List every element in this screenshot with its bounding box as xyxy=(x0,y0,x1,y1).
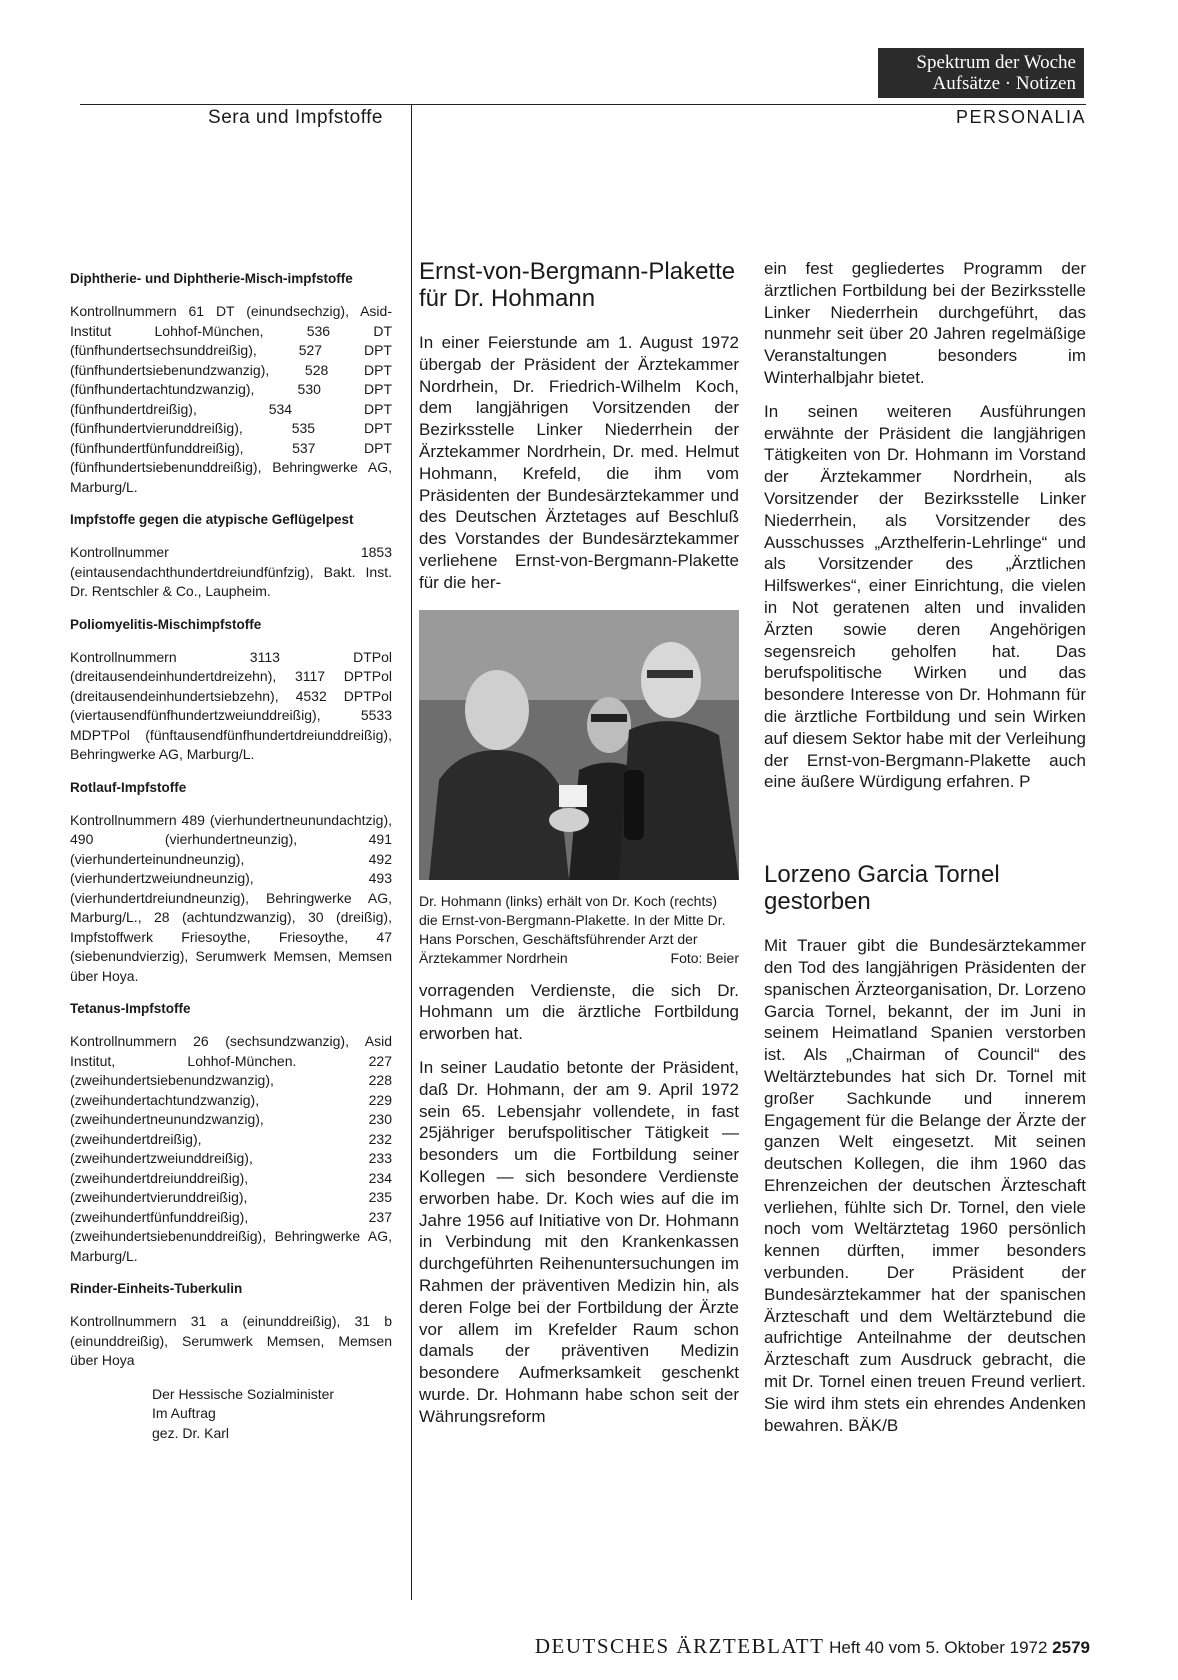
heading-rotlauf: Rotlauf-Impfstoffe xyxy=(70,779,187,795)
paragraph-rotlauf: Kontrollnummern 489 (vierhundertneunundachtzig), 490 (vierhundertneunzig), 491 (vierhunderteinundneunzig), 492 (vierhundertzweiundneunzig), 493 (vierhundertdreiundneunzig), Behringwerke AG, Marburg/L., 28 (achtundzwanzig), 30 (dreißig), Impfstoffwerk Friesoythe, Friesoythe, 47 (siebenundvierzig), Serumwerk Memsen, Memsen über Hoya. xyxy=(70,811,392,984)
page-number: 2579 xyxy=(1052,1638,1090,1657)
heading-poliomyelitis: Poliomyelitis-Mischimpfstoffe xyxy=(70,616,262,632)
section-title-right: PERSONALIA xyxy=(955,107,1086,127)
paragraph-verdienste: vorragenden Verdienste, die sich Dr. Hohmann um die ärztliche Fortbildung erworben hat. xyxy=(419,980,739,1044)
article-title-hohmann: Ernst-von-Bergmann-Plakette für Dr. Hohmann xyxy=(419,258,736,312)
section-badge xyxy=(878,48,1084,98)
page-footer xyxy=(430,1634,1090,1659)
issue-info: Heft 40 vom 5. Oktober 1972 xyxy=(829,1638,1048,1657)
signature-line-1: Der Hessische Sozialminister xyxy=(152,1385,335,1402)
heading-tetanus: Tetanus-Impfstoffe xyxy=(70,1001,191,1016)
badge-line-2: Aufsätze · Notizen xyxy=(932,73,1076,94)
heading-tuberkulin: Rinder-Einheits-Tuberkulin xyxy=(70,1281,243,1296)
paragraph-intro: In einer Feierstunde am 1. August 1972 übergab der Präsident der Ärztekammer Nordrhein, Dr. Friedrich-Wilhelm Koch, dem langjährigen Vorsitzenden der Bezirksstelle Linker Niederrhein der Ärztekammer Nordrhein, Dr. med. Helmut Hohmann, Krefeld, die ihm vom Präsidenten der Bundesärztekammer und des Deutschen Ärztetages auf Beschluß des Vorstandes der Bundesärztekammer verliehene Ernst-von-Bergmann-Plakette für die her- xyxy=(419,333,739,592)
photo-caption xyxy=(419,892,739,968)
paragraph-tuberkulin: Kontrollnummern 31 a (einunddreißig), 31 b (einunddreißig), Serumwerk Memsen, Memsen über Hoya xyxy=(70,1313,392,1368)
paragraph-laudatio: In seiner Laudatio betonte der Präsident, daß Dr. Hohmann, der am 9. April 1972 sein 65. Lebensjahr vollendete, in fast 25jähriger berufspolitischer Tätigkeit — besonders um die Fortbildung seiner Kollegen — sich besondere Verdienste erworben habe. Dr. Koch wies auf die im Jahre 1956 auf Initiative von Dr. Hohmann in Verbindung mit den Krankenkassen durchgeführten Reihenuntersuchungen im Rahmen der präventiven Medizin hin, als deren Folge bei der Fortbildung der Ärzte vor allem im Krefelder Raum schon damals der präventiven Medizin besondere Aufmerksamkeit geschenkt wurde. Dr. Hohmann habe schon seit der Währungsreform xyxy=(419,1057,739,1426)
column-sera xyxy=(70,262,392,1443)
paragraph-gefluegelpest: Kontrollnummer 1853 (eintausendachthundertdreiundfünfzig), Bakt. Inst. Dr. Rentschler & Co., Laupheim. xyxy=(70,544,392,599)
paragraph-diphtherie: Kontrollnummern 61 DT (einundsechzig), Asid-Institut Lohhof-München, 536 DT (fünfhundertsechsunddreißig), 527 DPT (fünfhundertsiebenundzwanzig), 528 DPT (fünfhundertachtundzwanzig), 530 DPT (fünfhundertdreißig), 534 DPT (fünfhundertvierunddreißig), 535 DPT (fünfhundertfünfunddreißig), 537 DPT (fünfhundertsiebenunddreißig), Behringwerke AG, Marburg/L. xyxy=(70,303,392,495)
photo-credit: Foto: Beier xyxy=(670,949,739,966)
badge-line-1: Spektrum der Woche xyxy=(916,52,1076,73)
caption-text: Dr. Hohmann (links) erhält von Dr. Koch (rechts) die Ernst-von-Bergmann-Plakette. In der Mitte Dr. Hans Porschen, Geschäftsführender Arzt der Ärztekammer Nordrhein xyxy=(419,892,726,966)
column-article-continued xyxy=(764,258,1086,1448)
signature-line-2: Im Auftrag xyxy=(152,1405,216,1421)
article-title-tornel: Lorzeno Garcia Tornel gestorben xyxy=(764,861,1000,916)
paragraph-tornel: Mit Trauer gibt die Bundesärztekammer den Tod des langjährigen Präsidenten der spanischen Ärzteorganisation, Dr. Lorzeno Garcia Tornel, bekannt, der im Juni in seinem Heimatland Spanien verstorben ist. Als „Chairman of Council“ des Weltärztebundes hat sich Dr. Tornel mit großer Sachkunde und innerem Engagement für die Belange der Ärzte der ganzen Welt eingesetzt. Mit seinen deutschen Kollegen, die ihm 1960 das Ehrenzeichen der deutschen Ärzteschaft verliehen, fühlte sich Dr. Tornel, den viele noch vom Weltärztetag 1960 persönlich kennen dürften, immer besonders verbunden. Der Präsident der Bundesärztekammer hat der spanischen Ärzteschaft und dem Weltärztebund die aufrichtige Anteilnahme der deutschen Ärzteschaft zum Ausdruck gebracht, die mit Dr. Tornel einen treuen Freund verliert. Sie wird ihm stets ein ehrendes Andenken bewahren. BÄK/B xyxy=(764,936,1086,1435)
photo-figures xyxy=(419,610,739,880)
award-photo xyxy=(419,610,739,880)
paragraph-poliomyelitis: Kontrollnummern 3113 DTPol (dreitausendeinhundertdreizehn), 3117 DPTPol (dreitausendeinhundertsiebzehn), 4532 DPTPol (viertausendfünfhundertzweiunddreißig), 5533 MDPTPol (fünftausendfünfhundertdreiunddreißig), Behringwerke AG, Marburg/L. xyxy=(70,648,392,762)
signature-block xyxy=(152,1385,392,1444)
paragraph-ausfuehrungen: In seinen weiteren Ausführungen erwähnte der Präsident die langjährigen Tätigkeiten von Dr. Hohmann im Vorstand der Ärztekammer Nordrhein, als Vorsitzender der Bezirksstelle Linker Niederrhein, als Vorsitzender des Ausschusses „Arzthelferin-Lehrlinge“ und als Vorsitzender des „Ärztlichen Hilfswerkes“, einer Einrichtung, die vielen in Not geratenen alten und invaliden Ärzten sowie deren Angehörigen segensreich geholfen hat. Das berufspolitische Wirken und das besondere Interesse von Dr. Hohmann für die ärztliche Fortbildung und sein Wirken auf diesem Sektor habe mit der Verleihung der Ernst-von-Bergmann-Plakette auch eine äußere Würdigung erfahren. P xyxy=(764,401,1086,792)
column-rule xyxy=(411,104,412,1600)
magazine-name: DEUTSCHES ÄRZTEBLATT xyxy=(534,1634,825,1658)
paragraph-programm: ein fest gegliedertes Programm der ärztlichen Fortbildung bei der Bezirksstelle Linker Niederrhein durchgeführt, das nunmehr seit über 20 Jahren regelmäßige Veranstaltungen besonders im Winterhalbjahr bietet. xyxy=(764,259,1086,387)
column-spacer xyxy=(764,805,1086,857)
section-title-left: Sera und Impfstoffe xyxy=(208,107,383,128)
signature-line-3: gez. Dr. Karl xyxy=(152,1424,230,1441)
heading-gefluegelpest: Impfstoffe gegen die atypische Geflügelpest xyxy=(70,512,354,527)
paragraph-tetanus: Kontrollnummern 26 (sechsundzwanzig), Asid Institut, Lohhof-München. 227 (zweihundertsiebenundzwanzig), 228 (zweihundertachtundzwanzig), 229 (zweihundertneunundzwanzig), 230 (zweihundertdreißig), 232 (zweihundertzweiunddreißig), 233 (zweihundertdreiunddreißig), 234 (zweihundertvierunddreißig), 235 (zweihundertfünfunddreißig), 237 (zweihundertsiebenunddreißig), Behringwerke AG, Marburg/L. xyxy=(70,1033,392,1264)
column-article-hohmann xyxy=(419,258,739,1440)
header-rule xyxy=(80,104,1086,105)
heading-diphtherie: Diphtherie- und Diphtherie-Misch-impfstoffe xyxy=(70,271,353,286)
